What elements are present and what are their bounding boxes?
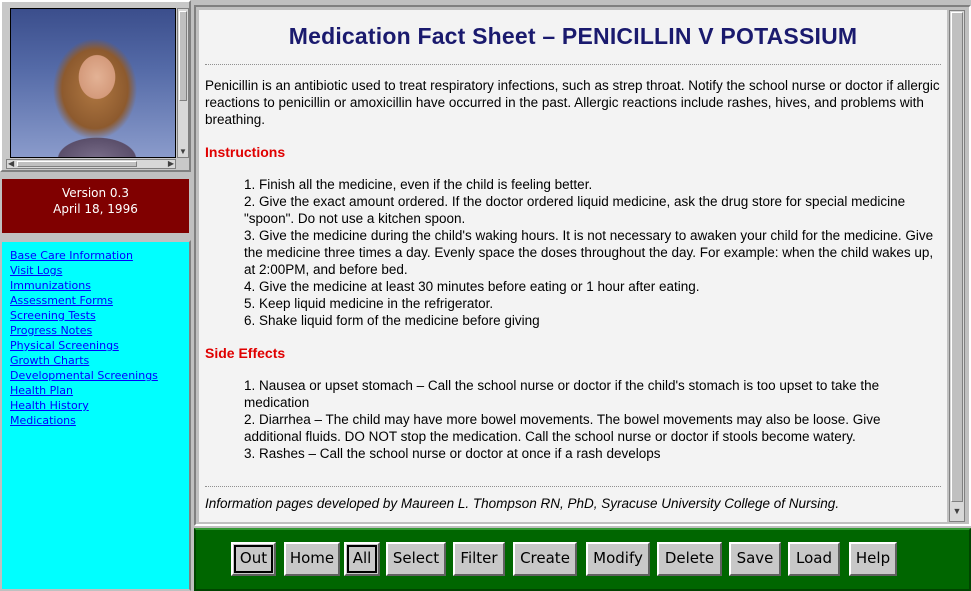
credit-line: Information pages developed by Maureen L. Thompson RN, PhD, Syracuse University College of Nursing. (205, 496, 840, 511)
instructions-heading: Instructions (205, 144, 286, 160)
photo-vscroll-thumb[interactable] (179, 11, 187, 101)
all-button[interactable]: All (344, 542, 380, 576)
list-item: 1. Nausea or upset stomach – Call the school nurse or doctor if the child's stomach is too upset to take the medication (244, 378, 880, 410)
select-button[interactable]: Select (386, 542, 446, 576)
filter-button[interactable]: Filter (453, 542, 505, 576)
list-item: 3. Give the medicine during the child's waking hours. It is not necessary to awaken your child for the medicine. Give the medicine three times a day. Evenly space the doses throughout the day. For example: when the child wakes up, at 2:00PM, and before bed. (244, 228, 934, 277)
list-item: 2. Give the exact amount ordered. If the doctor ordered liquid medicine, ask the drug store for special medicine "spoon". Do not use a kitchen spoon. (244, 194, 906, 226)
side-effects-heading: Side Effects (205, 345, 286, 361)
scroll-right-arrow-icon[interactable]: ▶ (167, 159, 174, 168)
load-button[interactable]: Load (788, 542, 840, 576)
sidebar-nav (0, 240, 191, 591)
create-button[interactable]: Create (513, 542, 577, 576)
content-vertical-scrollbar[interactable] (949, 10, 965, 522)
nav-link-health-history[interactable]: Health History (10, 399, 89, 412)
nav-link-physical-screenings[interactable]: Physical Screenings (10, 339, 119, 352)
list-item: 4. Give the medicine at least 30 minutes before eating or 1 hour after eating. (244, 279, 700, 294)
version-date: April 18, 1996 (53, 202, 138, 216)
content-frame (194, 5, 971, 526)
instructions-list (244, 176, 941, 329)
nav-link-progress-notes[interactable]: Progress Notes (10, 324, 93, 337)
student-photo (10, 8, 176, 158)
nav-link-immunizations[interactable]: Immunizations (10, 279, 91, 292)
side-effects-list (244, 377, 941, 462)
version-info (0, 177, 191, 235)
photo-horizontal-scrollbar[interactable] (6, 159, 176, 169)
out-button[interactable]: Out (231, 542, 276, 576)
divider (205, 486, 941, 487)
intro-paragraph: Penicillin is an antibiotic used to treat respiratory infections, such as strep throat. Notify the school nurse or doctor if allergic reactions to penicillin or amoxicillin have occurred in the past. Allergic reactions include rashes, hives, and problems with breathing. (205, 78, 940, 127)
content-pane (199, 10, 947, 522)
help-button[interactable]: Help (849, 542, 897, 576)
nav-link-developmental-screenings[interactable]: Developmental Screenings (10, 369, 158, 382)
photo-hscroll-thumb[interactable] (17, 161, 137, 167)
page-title: Medication Fact Sheet – PENICILLIN V POTASSIUM (288, 23, 858, 49)
list-item: 3. Rashes – Call the school nurse or doctor at once if a rash develops (244, 446, 661, 461)
nav-link-screening-tests[interactable]: Screening Tests (10, 309, 96, 322)
nav-link-base-care-information[interactable]: Base Care Information (10, 249, 133, 262)
list-item: 1. Finish all the medicine, even if the child is feeling better. (244, 177, 593, 192)
home-button[interactable]: Home (284, 542, 340, 576)
divider (205, 64, 941, 65)
delete-button[interactable]: Delete (657, 542, 722, 576)
student-photo-frame (0, 0, 191, 172)
nav-link-growth-charts[interactable]: Growth Charts (10, 354, 90, 367)
list-item: 6. Shake liquid form of the medicine before giving (244, 313, 540, 328)
scroll-down-arrow-icon[interactable]: ▼ (179, 147, 187, 156)
version-label: Version 0.3 (61, 186, 130, 200)
action-toolbar (194, 528, 971, 591)
save-button[interactable]: Save (729, 542, 781, 576)
scroll-left-arrow-icon[interactable]: ◀ (8, 159, 15, 168)
list-item: 2. Diarrhea – The child may have more bowel movements. The bowel movements may also be loose. Give additional fluids. DO NOT stop the medication. Call the school nurse or doctor if stools become watery. (244, 412, 881, 444)
nav-link-assessment-forms[interactable]: Assessment Forms (10, 294, 113, 307)
photo-vertical-scrollbar[interactable] (177, 8, 189, 158)
content-scroll-thumb[interactable] (951, 12, 963, 502)
scroll-down-arrow-icon[interactable]: ▼ (952, 506, 962, 516)
nav-link-medications[interactable]: Medications (10, 414, 76, 427)
list-item: 5. Keep liquid medicine in the refrigerator. (244, 296, 494, 311)
nav-link-health-plan[interactable]: Health Plan (10, 384, 74, 397)
nav-link-visit-logs[interactable]: Visit Logs (10, 264, 63, 277)
modify-button[interactable]: Modify (586, 542, 650, 576)
